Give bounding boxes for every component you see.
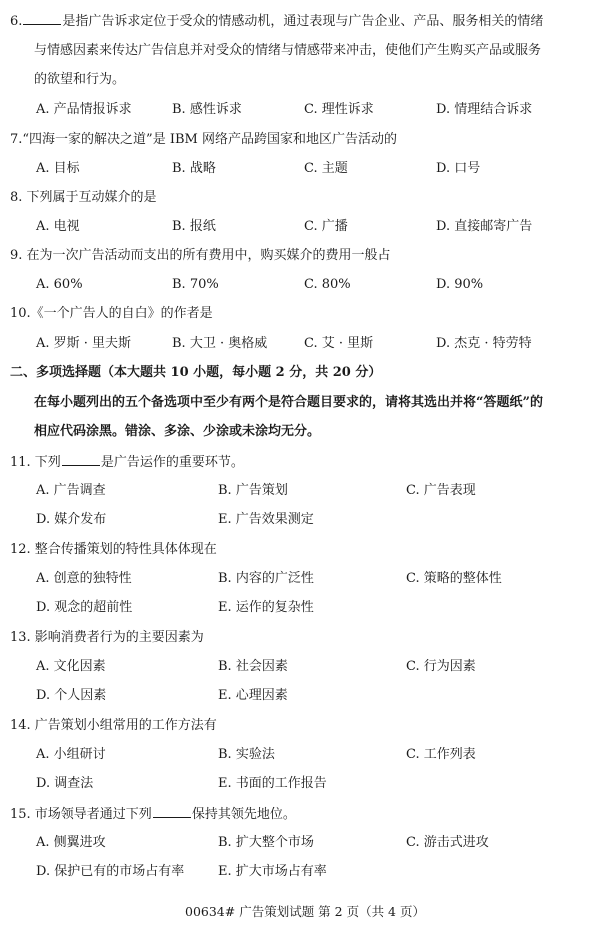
option-a: A. 广告调查 — [36, 483, 106, 498]
section-heading: 二、多项选择题（本大题共 10 小题，每小题 2 分，共 20 分） — [10, 365, 382, 380]
option-d: D. 杰克 · 特劳特 — [436, 336, 532, 351]
option-c: C. 主题 — [304, 161, 348, 176]
option-c: C. 行为因素 — [406, 659, 476, 674]
option-d: D. 口号 — [436, 161, 481, 176]
option-c: C. 广告表现 — [406, 483, 476, 498]
option-d: D. 媒介发布 — [36, 512, 107, 527]
option-d: D. 调查法 — [36, 776, 94, 791]
answer-blank — [153, 805, 191, 818]
question-8: 8. 下列属于互动媒介的是 — [10, 190, 157, 205]
option-d: D. 个人因素 — [36, 688, 107, 703]
option-d: D. 保护已有的市场占有率 — [36, 864, 185, 879]
option-a: A. 60% — [36, 277, 83, 292]
option-c: C. 策略的整体性 — [406, 571, 502, 586]
option-c: C. 广播 — [304, 219, 348, 234]
option-b: B. 内容的广泛性 — [218, 571, 314, 586]
page-footer: 00634# 广告策划试题 第 2 页（共 4 页） — [185, 904, 425, 919]
option-d: D. 直接邮寄广告 — [436, 219, 533, 234]
option-e: E. 书面的工作报告 — [218, 776, 327, 791]
option-c: C. 工作列表 — [406, 747, 476, 762]
option-a: A. 创意的独特性 — [36, 571, 132, 586]
answer-blank — [23, 12, 61, 25]
question-14: 14. 广告策划小组常用的工作方法有 — [10, 718, 217, 733]
option-c: C. 艾 · 里斯 — [304, 336, 374, 351]
question-9: 9. 在为一次广告活动而支出的所有费用中，购买媒介的费用一般占 — [10, 248, 391, 263]
question-6-line-2: 与情感因素来传达广告信息并对受众的情绪与情感带来冲击，使他们产生购买产品或服务 — [34, 43, 542, 58]
answer-blank — [62, 453, 100, 466]
option-e: E. 心理因素 — [218, 688, 288, 703]
option-e: E. 运作的复杂性 — [218, 600, 314, 615]
option-c: C. 理性诉求 — [304, 102, 374, 117]
option-d: D. 情理结合诉求 — [436, 102, 533, 117]
option-c: C. 80% — [304, 277, 351, 292]
option-b: B. 扩大整个市场 — [218, 835, 314, 850]
option-b: B. 70% — [172, 277, 219, 292]
question-13: 13. 影响消费者行为的主要因素为 — [10, 630, 204, 645]
question-6-line-3: 的欲望和行为。 — [34, 72, 126, 87]
option-c: C. 游击式进攻 — [406, 835, 489, 850]
option-b: B. 社会因素 — [218, 659, 288, 674]
option-a: A. 目标 — [36, 161, 80, 176]
question-6: 6. 是指广告诉求定位于受众的情感动机，通过表现与广告企业、产品、服务相关的情绪 — [10, 14, 544, 29]
option-b: B. 大卫 · 奥格威 — [172, 336, 268, 351]
option-a: A. 小组研讨 — [36, 747, 106, 762]
section-instructions-line-2: 相应代码涂黑。错涂、多涂、少涂或未涂均无分。 — [34, 424, 321, 439]
question-7: 7.“四海一家的解决之道”是 IBM 网络产品跨国家和地区广告活动的 — [10, 132, 397, 147]
option-e: E. 扩大市场占有率 — [218, 864, 327, 879]
question-15: 15. 市场领导者通过下列 保持其领先地位。 — [10, 807, 296, 822]
question-10: 10.《一个广告人的自白》的作者是 — [10, 306, 213, 321]
option-a: A. 罗斯 · 里夫斯 — [36, 336, 132, 351]
option-b: B. 感性诉求 — [172, 102, 242, 117]
option-d: D. 90% — [436, 277, 484, 292]
option-a: A. 文化因素 — [36, 659, 106, 674]
option-b: B. 战略 — [172, 161, 216, 176]
question-12: 12. 整合传播策划的特性具体体现在 — [10, 542, 217, 557]
option-a: A. 电视 — [36, 219, 80, 234]
option-a: A. 产品情报诉求 — [36, 102, 132, 117]
question-11: 11. 下列 是广告运作的重要环节。 — [10, 455, 244, 470]
option-b: B. 报纸 — [172, 219, 216, 234]
option-d: D. 观念的超前性 — [36, 600, 133, 615]
option-b: B. 实验法 — [218, 747, 275, 762]
option-e: E. 广告效果测定 — [218, 512, 314, 527]
option-a: A. 侧翼进攻 — [36, 835, 106, 850]
section-instructions: 在每小题列出的五个备选项中至少有两个是符合题目要求的，请将其选出并将“答题纸”的 — [34, 395, 543, 410]
option-b: B. 广告策划 — [218, 483, 288, 498]
